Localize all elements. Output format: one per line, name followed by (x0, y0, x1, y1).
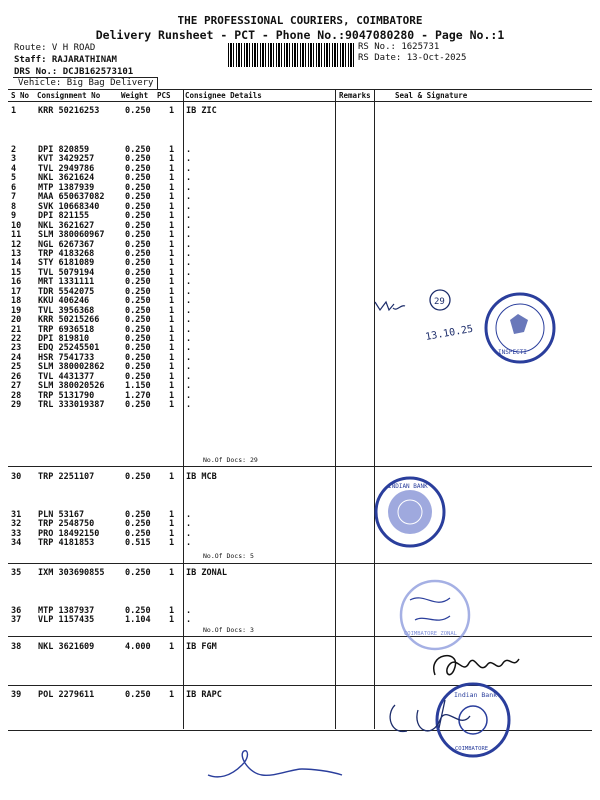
row-pcs: 1 (169, 106, 175, 116)
vehicle-label: Vehicle: Big Bag Delivery (18, 78, 154, 88)
company-title: THE PROFESSIONAL COURIERS, COIMBATORE (177, 14, 423, 27)
row-consignee-dot: . (186, 201, 192, 212)
row-sno: 3 (11, 154, 17, 165)
row-consignment-no: STY 6181089 (38, 258, 95, 269)
row-sno: 36 (11, 606, 22, 616)
row-consignee-dot: . (186, 343, 192, 354)
row-weight: 0.250 (125, 352, 151, 363)
row-sno: 12 (11, 239, 22, 250)
row-consignee-dot: . (186, 239, 192, 250)
row-sno: 5 (11, 173, 17, 184)
row-consignee-dot: . (186, 163, 192, 174)
row-sno: 6 (11, 182, 17, 193)
row-sno: 28 (11, 390, 22, 401)
row-pcs: 1 (169, 362, 175, 373)
row-pcs: 1 (169, 334, 175, 344)
row-consignment-no: TDR 5542075 (38, 286, 95, 297)
row-pcs: 1 (169, 145, 175, 155)
row-consignee-dot: . (186, 334, 192, 344)
row-sno: 9 (11, 211, 17, 222)
row-consignment-no: SLM 380020526 (38, 381, 105, 392)
row-sno: 24 (11, 352, 22, 363)
table-row (0, 106, 600, 117)
rapc-stamp-city: COIMBATORE (455, 746, 489, 752)
rs-date-label: RS Date: 13-Oct-2025 (358, 53, 467, 63)
no-of-docs: No.Of Docs: 5 (203, 552, 254, 560)
col-consignment: Consignment No (37, 91, 101, 100)
row-sno: 2 (11, 145, 17, 155)
row-consignment-no: TVL 4431377 (38, 371, 95, 382)
row-weight: 0.250 (125, 220, 151, 231)
row-weight: 0.250 (125, 239, 151, 250)
row-pcs: 1 (169, 352, 175, 363)
row-weight: 0.250 (125, 201, 151, 212)
col-sno: S No (11, 91, 30, 100)
row-weight: 0.250 (125, 258, 151, 269)
row-pcs: 1 (169, 472, 175, 482)
row-consignment-no: POL 2279611 (38, 690, 95, 700)
vehicle-box-top (13, 77, 157, 78)
row-sno: 31 (11, 510, 22, 520)
rapc-stamp-text: Indian Bank (454, 691, 498, 699)
row-pcs: 1 (169, 528, 175, 539)
row-weight: 0.250 (125, 182, 151, 193)
row-consignee: IB ZONAL (186, 568, 227, 578)
row-sno: 14 (11, 258, 22, 269)
row-weight: 0.250 (125, 690, 151, 700)
row-weight: 0.515 (125, 538, 151, 549)
row-consignee-dot: . (186, 519, 192, 530)
runsheet-title: Delivery Runsheet - PCT - Phone No.:9047080280 - Page No.:1 (95, 28, 505, 42)
row-pcs: 1 (169, 163, 175, 174)
row-sno: 17 (11, 286, 22, 297)
row-consignment-no: KVT 3429257 (38, 154, 95, 165)
row-pcs: 1 (169, 192, 175, 203)
row-sno: 11 (11, 230, 22, 241)
row-sno: 35 (11, 568, 22, 578)
row-consignment-no: DPI 819810 (38, 334, 90, 344)
row-consignee-dot: . (186, 324, 192, 335)
row-consignee-dot: . (186, 538, 192, 549)
row-sno: 16 (11, 277, 22, 288)
row-consignment-no: KKU 406246 (38, 296, 90, 307)
row-sno: 32 (11, 519, 22, 530)
row-pcs: 1 (169, 182, 175, 193)
row-pcs: 1 (169, 381, 175, 392)
row-consignee-dot: . (186, 390, 192, 401)
drs-label: DRS No.: DCJB162573101 (14, 67, 134, 77)
barcode (228, 43, 354, 67)
row-pcs: 1 (169, 154, 175, 165)
row-consignment-no: TRP 6936518 (38, 324, 95, 335)
row-pcs: 1 (169, 248, 175, 259)
row-consignment-no: SLM 380002862 (38, 362, 105, 373)
row-consignment-no: MAA 650637082 (38, 192, 105, 203)
row-consignee-dot: . (186, 192, 192, 203)
inspection-stamp-text: INSPECTI (498, 349, 527, 356)
row-consignment-no: MTP 1387939 (38, 182, 95, 193)
row-pcs: 1 (169, 324, 175, 335)
row-sno: 38 (11, 642, 22, 652)
row-pcs: 1 (169, 510, 175, 520)
row-weight: 0.250 (125, 568, 151, 578)
no-of-docs: No.Of Docs: 3 (203, 626, 254, 634)
fgm-signature (434, 656, 519, 675)
seals-layer (360, 280, 600, 800)
row-consignee-dot: . (186, 296, 192, 307)
row-pcs: 1 (169, 239, 175, 250)
table-top-rule (8, 89, 592, 90)
no-of-docs: No.Of Docs: 29 (203, 456, 258, 464)
row-pcs: 1 (169, 390, 175, 401)
row-pcs: 1 (169, 286, 175, 297)
col-seal: Seal & Signature (395, 91, 468, 100)
row-pcs: 1 (169, 305, 175, 316)
row-sno: 23 (11, 343, 22, 354)
row-weight: 0.250 (125, 324, 151, 335)
row-weight: 0.250 (125, 173, 151, 184)
row-consignment-no: KRR 50215266 (38, 315, 100, 326)
row-consignee-dot: . (186, 230, 192, 241)
row-weight: 0.250 (125, 296, 151, 307)
row-weight: 0.250 (125, 343, 151, 354)
row-consignee-dot: . (186, 510, 192, 520)
row-pcs: 1 (169, 519, 175, 530)
row-weight: 0.250 (125, 472, 151, 482)
row-pcs: 1 (169, 211, 175, 222)
row-consignee-dot: . (186, 528, 192, 539)
row-consignment-no: EDQ 25245501 (38, 343, 100, 354)
row-weight: 0.250 (125, 362, 151, 373)
row-consignment-no: PRO 18492150 (38, 528, 100, 539)
row-consignment-no: TVL 2949786 (38, 163, 95, 174)
row-consignment-no: TVL 5079194 (38, 267, 95, 278)
row-weight: 0.250 (125, 192, 151, 203)
row-sno: 1 (11, 106, 17, 116)
row-sno: 29 (11, 400, 22, 411)
row-consignment-no: NKL 3621627 (38, 220, 95, 231)
row-weight: 0.250 (125, 305, 151, 316)
row-sno: 37 (11, 615, 22, 626)
row-consignee-dot: . (186, 362, 192, 373)
row-consignment-no: VLP 1157435 (38, 615, 95, 626)
row-pcs: 1 (169, 615, 175, 626)
row-sno: 27 (11, 381, 22, 392)
row-consignment-no: NGL 6267367 (38, 239, 95, 250)
row-consignee-dot: . (186, 371, 192, 382)
row-weight: 0.250 (125, 371, 151, 382)
row-sno: 25 (11, 362, 22, 373)
bottom-signature (200, 735, 360, 795)
row-pcs: 1 (169, 296, 175, 307)
header-bottom-rule (8, 101, 592, 102)
row-consignee: IB ZIC (186, 106, 217, 116)
row-consignee-dot: . (186, 315, 192, 326)
row-pcs: 1 (169, 258, 175, 269)
row-pcs: 1 (169, 315, 175, 326)
row-sno: 34 (11, 538, 22, 549)
row-sno: 18 (11, 296, 22, 307)
col-remarks: Remarks (339, 91, 371, 100)
row-consignee-dot: . (186, 145, 192, 155)
row-weight: 0.250 (125, 267, 151, 278)
row-pcs: 1 (169, 642, 175, 652)
row-weight: 1.150 (125, 381, 151, 392)
row-consignment-no: TRP 4183268 (38, 248, 95, 259)
row-pcs: 1 (169, 568, 175, 578)
row-consignment-no: MRT 1331111 (38, 277, 95, 288)
row-consignee: IB MCB (186, 472, 217, 482)
row-consignment-no: SVK 10668340 (38, 201, 100, 212)
row-consignment-no: TVL 3956368 (38, 305, 95, 316)
row-weight: 0.250 (125, 286, 151, 297)
handwritten-date: 13.10.25 (424, 323, 474, 343)
row-consignment-no: TRP 5131790 (38, 390, 95, 401)
row-consignee-dot: . (186, 267, 192, 278)
row-pcs: 1 (169, 201, 175, 212)
row-consignee-dot: . (186, 173, 192, 184)
row-weight: 0.250 (125, 606, 151, 616)
row-pcs: 1 (169, 173, 175, 184)
row-sno: 26 (11, 371, 22, 382)
row-consignment-no: NKL 3621609 (38, 642, 95, 652)
zonal-stamp (401, 581, 469, 649)
rs-no-label: RS No.: 1625731 (358, 42, 440, 52)
row-consignee-dot: . (186, 381, 192, 392)
row-consignee-dot: . (186, 182, 192, 193)
row-pcs: 1 (169, 606, 175, 616)
row-consignment-no: HSR 7541733 (38, 352, 95, 363)
row-sno: 7 (11, 192, 17, 203)
zonal-stamp-text: COIMBATORE ZONAL (404, 631, 457, 637)
row-pcs: 1 (169, 267, 175, 278)
row-weight: 0.250 (125, 510, 151, 520)
row-weight: 1.270 (125, 390, 151, 401)
row-consignee-dot: . (186, 305, 192, 316)
row-consignee-dot: . (186, 400, 192, 411)
row-sno: 13 (11, 248, 22, 259)
vehicle-box-right (157, 77, 158, 89)
row-consignment-no: TRP 2548750 (38, 519, 95, 530)
row-weight: 4.000 (125, 642, 151, 652)
row-weight: 0.250 (125, 315, 151, 326)
col-weight: Weight (121, 91, 149, 100)
row-weight: 0.250 (125, 145, 151, 155)
row-consignee-dot: . (186, 220, 192, 231)
handwritten-count-value: 29 (434, 297, 445, 307)
row-pcs: 1 (169, 343, 175, 354)
row-consignment-no: KRR 50216253 (38, 106, 100, 116)
row-sno: 33 (11, 528, 22, 539)
row-sno: 15 (11, 267, 22, 278)
row-consignment-no: TRP 4181853 (38, 538, 95, 549)
row-sno: 4 (11, 163, 17, 174)
row-weight: 0.250 (125, 519, 151, 530)
row-consignment-no: MTP 1387937 (38, 606, 95, 616)
row-consignee-dot: . (186, 277, 192, 288)
row-pcs: 1 (169, 371, 175, 382)
row-weight: 0.250 (125, 277, 151, 288)
row-consignee-dot: . (186, 286, 192, 297)
row-consignment-no: PLN 53167 (38, 510, 85, 520)
row-consignee-dot: . (186, 248, 192, 259)
row-weight: 0.250 (125, 528, 151, 539)
row-weight: 0.250 (125, 334, 151, 344)
row-pcs: 1 (169, 220, 175, 231)
row-pcs: 1 (169, 277, 175, 288)
row-consignment-no: IXM 303690855 (38, 568, 105, 578)
row-pcs: 1 (169, 538, 175, 549)
row-consignment-no: TRL 333019387 (38, 400, 105, 411)
row-weight: 0.250 (125, 163, 151, 174)
row-consignee-dot: . (186, 211, 192, 222)
row-sno: 20 (11, 315, 22, 326)
row-consignee-dot: . (186, 154, 192, 165)
row-sno: 22 (11, 334, 22, 344)
row-pcs: 1 (169, 690, 175, 700)
row-weight: 0.250 (125, 248, 151, 259)
row-pcs: 1 (169, 400, 175, 411)
row-consignee: IB RAPC (186, 690, 222, 700)
row-pcs: 1 (169, 230, 175, 241)
row-consignment-no: DPI 820859 (38, 145, 90, 155)
route-label: Route: V H ROAD (14, 43, 96, 53)
row-sno: 21 (11, 324, 22, 335)
row-weight: 0.250 (125, 400, 151, 411)
mcb-stamp-text: INDIAN BANK (388, 483, 428, 490)
row-sno: 30 (11, 472, 22, 482)
row-consignee-dot: . (186, 258, 192, 269)
col-pcs: PCS (157, 91, 171, 100)
row-sno: 10 (11, 220, 22, 231)
row-consignee-dot: . (186, 352, 192, 363)
row-sno: 8 (11, 201, 17, 212)
row-weight: 0.250 (125, 230, 151, 241)
row-consignee-dot: . (186, 606, 192, 616)
row-consignment-no: TRP 2251107 (38, 472, 95, 482)
col-consignee: Consignee Details (185, 91, 262, 100)
row-consignment-no: DPI 821155 (38, 211, 90, 222)
row-consignee-dot: . (186, 615, 192, 626)
staff-label: Staff: RAJARATHINAM (14, 55, 117, 65)
row-sno: 19 (11, 305, 22, 316)
row-consignment-no: NKL 3621624 (38, 173, 95, 184)
row-weight: 1.104 (125, 615, 151, 626)
row-consignment-no: SLM 380060967 (38, 230, 105, 241)
row-consignee: IB FGM (186, 642, 217, 652)
row-weight: 0.250 (125, 154, 151, 165)
row-weight: 0.250 (125, 211, 151, 222)
row-sno: 39 (11, 690, 22, 700)
row-weight: 0.250 (125, 106, 151, 116)
